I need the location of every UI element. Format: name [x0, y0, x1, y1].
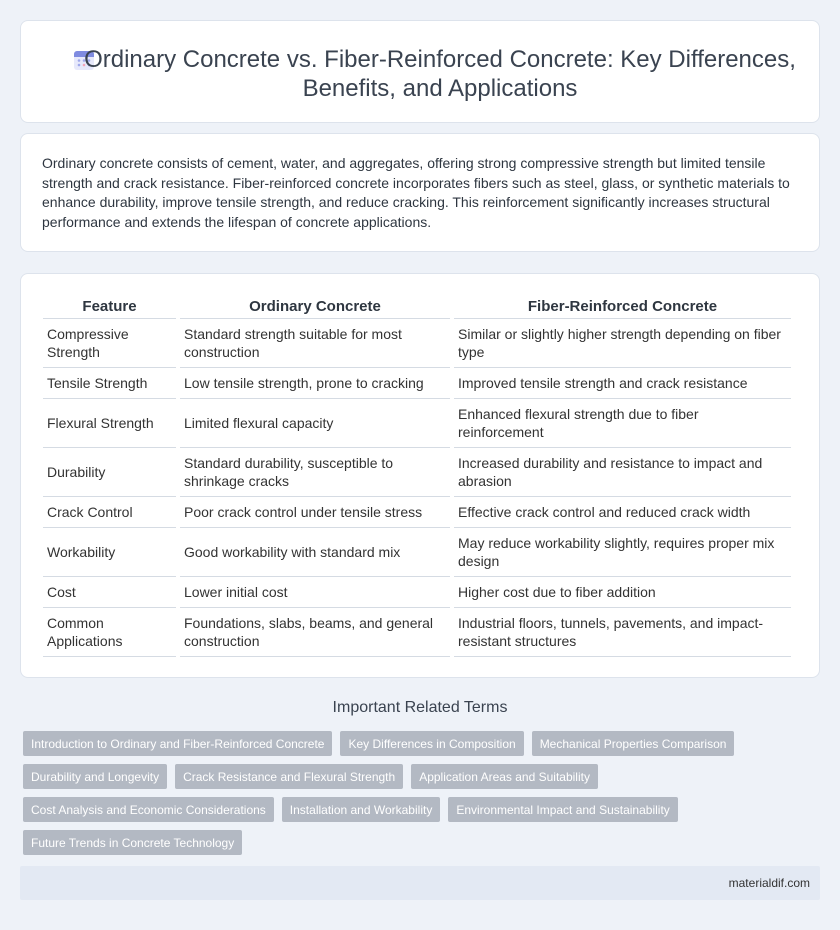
related-term-tag[interactable]: Key Differences in Composition — [340, 731, 523, 756]
comparison-table — [39, 295, 795, 657]
related-term-tag[interactable]: Future Trends in Concrete Technology — [23, 830, 242, 855]
table-cell: Higher cost due to fiber addition — [454, 577, 791, 608]
comparison-card — [20, 273, 820, 678]
table-cell: Low tensile strength, prone to cracking — [180, 368, 450, 399]
table-row — [43, 528, 791, 577]
table-cell: Similar or slightly higher strength depending on fiber type — [454, 319, 791, 368]
related-term-tag[interactable]: Introduction to Ordinary and Fiber-Reinforced Concrete — [23, 731, 332, 756]
table-row — [43, 497, 791, 528]
table-cell: Poor crack control under tensile stress — [180, 497, 450, 528]
header-ordinary: Ordinary Concrete — [180, 295, 450, 319]
header-fiber: Fiber-Reinforced Concrete — [454, 295, 791, 319]
table-cell: Good workability with standard mix — [180, 528, 450, 577]
intro-paragraph: Ordinary concrete consists of cement, water, and aggregates, offering strong compressive strength but limited tensile strength and crack resistance. Fiber-reinforced concrete incorporates fibers such as steel, glass, or synthetic materials to enhance durability, improve tensile strength, and reduce cracking. This reinforcement significantly increases structural performance and extends the lifespan of concrete applications. — [42, 155, 790, 230]
table-row — [43, 319, 791, 368]
table-cell: Effective crack control and reduced crack width — [454, 497, 791, 528]
title-card — [20, 20, 820, 123]
table-cell: Standard strength suitable for most construction — [180, 319, 450, 368]
table-cell: Cost — [43, 577, 176, 608]
intro-card — [20, 133, 820, 252]
table-cell: Improved tensile strength and crack resistance — [454, 368, 791, 399]
table-row — [43, 368, 791, 399]
related-term-tag[interactable]: Installation and Workability — [282, 797, 441, 822]
header-feature: Feature — [43, 295, 176, 319]
table-row — [43, 399, 791, 448]
footer-bar — [20, 866, 820, 900]
table-cell: Crack Control — [43, 497, 176, 528]
table-cell: Compressive Strength — [43, 319, 176, 368]
table-cell: Workability — [43, 528, 176, 577]
table-row — [43, 608, 791, 657]
related-term-tag[interactable]: Mechanical Properties Comparison — [532, 731, 735, 756]
footer-site-link[interactable]: materialdif.com — [728, 876, 810, 890]
table-cell: Tensile Strength — [43, 368, 176, 399]
related-term-tag[interactable]: Crack Resistance and Flexural Strength — [175, 764, 403, 789]
related-terms-heading: Important Related Terms — [332, 699, 508, 716]
table-cell: Flexural Strength — [43, 399, 176, 448]
related-term-tag[interactable]: Durability and Longevity — [23, 764, 167, 789]
table-cell: Durability — [43, 448, 176, 497]
table-row — [43, 577, 791, 608]
table-cell: Lower initial cost — [180, 577, 450, 608]
table-header-row — [43, 295, 791, 319]
page-title: Ordinary Concrete vs. Fiber-Reinforced Concrete: Key Differences, Benefits, and Applications — [84, 46, 796, 102]
table-cell: Limited flexural capacity — [180, 399, 450, 448]
table-cell: Common Applications — [43, 608, 176, 657]
table-cell: Foundations, slabs, beams, and general construction — [180, 608, 450, 657]
related-term-tag[interactable]: Cost Analysis and Economic Considerations — [23, 797, 274, 822]
table-cell: Increased durability and resistance to impact and abrasion — [454, 448, 791, 497]
table-cell: May reduce workability slightly, requires proper mix design — [454, 528, 791, 577]
related-term-tag[interactable]: Environmental Impact and Sustainability — [448, 797, 677, 822]
table-cell: Industrial floors, tunnels, pavements, and impact-resistant structures — [454, 608, 791, 657]
table-row — [43, 448, 791, 497]
table-cell: Standard durability, susceptible to shrinkage cracks — [180, 448, 450, 497]
related-terms-list — [23, 731, 783, 855]
table-cell: Enhanced flexural strength due to fiber reinforcement — [454, 399, 791, 448]
related-term-tag[interactable]: Application Areas and Suitability — [411, 764, 598, 789]
